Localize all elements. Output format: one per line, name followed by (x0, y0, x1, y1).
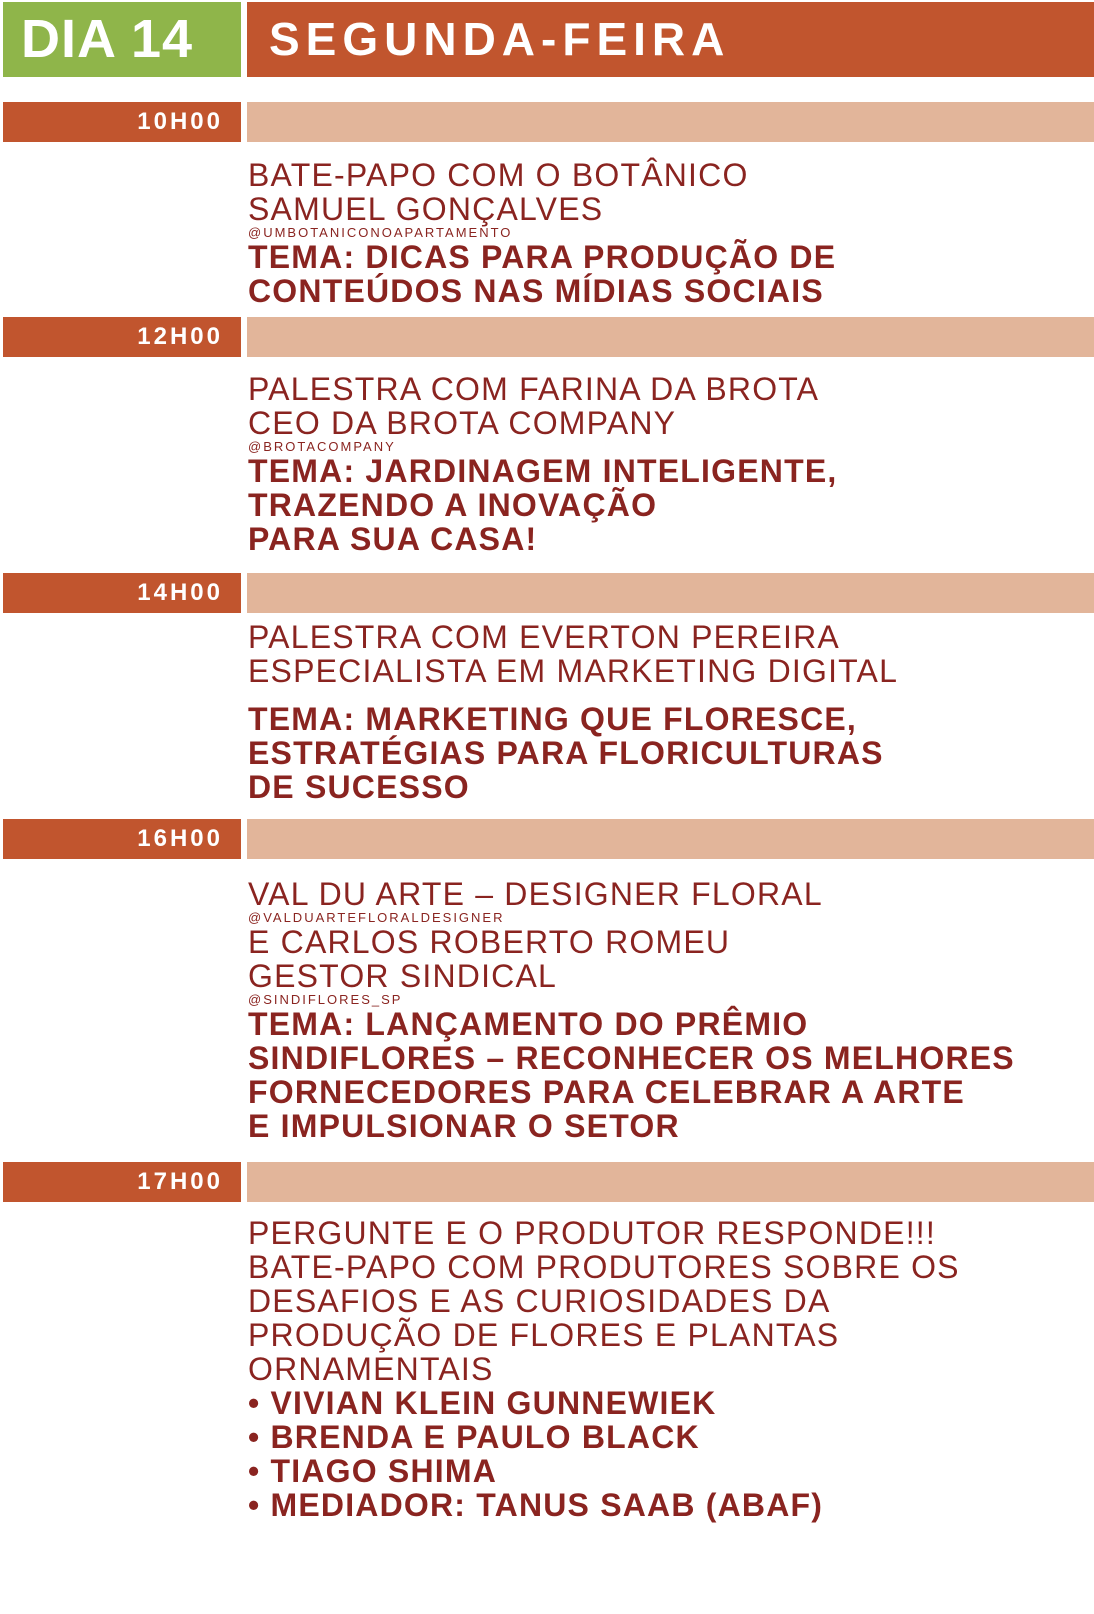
time-label-box (3, 317, 241, 357)
session-line: PALESTRA COM EVERTON PEREIRA (248, 619, 840, 655)
weekday-banner (247, 2, 1094, 77)
session-line: E CARLOS ROBERTO ROMEU (248, 924, 731, 960)
time-bar (247, 317, 1094, 357)
social-handle: @VALDUARTEFLORALDESIGNER (248, 910, 505, 925)
social-handle: @SINDIFLORES_SP (248, 992, 403, 1007)
session-line: CEO DA BROTA COMPANY (248, 405, 677, 441)
session-tema: FORNECEDORES PARA CELEBRAR A ARTE (248, 1074, 965, 1110)
time-label-box (3, 1162, 241, 1202)
session-tema: ESTRATÉGIAS PARA FLORICULTURAS (248, 735, 884, 771)
participant-bullet: • BRENDA E PAULO BLACK (248, 1419, 700, 1455)
time-label: 16H00 (137, 825, 223, 852)
time-row-16h00 (0, 819, 1094, 859)
social-handle: @BROTACOMPANY (248, 439, 396, 454)
time-label: 14H00 (137, 579, 223, 606)
session-tema: TEMA: MARKETING QUE FLORESCE, (248, 701, 858, 737)
social-handle: @UMBOTANICONOAPARTAMENTO (248, 225, 513, 240)
time-bar (247, 102, 1094, 142)
session-12h00 (248, 372, 1078, 556)
day-label: DIA 14 (21, 9, 194, 69)
session-tema: E IMPULSIONAR O SETOR (248, 1108, 680, 1144)
time-bar (247, 1162, 1094, 1202)
session-tema: TRAZENDO A INOVAÇÃO (248, 487, 658, 523)
session-14h00 (248, 620, 1078, 804)
session-line: ESPECIALISTA EM MARKETING DIGITAL (248, 653, 899, 689)
session-line: VAL DU ARTE – DESIGNER FLORAL (248, 876, 823, 912)
session-line: BATE-PAPO COM PRODUTORES SOBRE OS (248, 1249, 960, 1285)
time-row-12h00 (0, 317, 1094, 357)
time-bar (247, 573, 1094, 613)
session-line: SAMUEL GONÇALVES (248, 191, 604, 227)
time-row-10h00 (0, 102, 1094, 142)
participant-bullet: • MEDIADOR: TANUS SAAB (ABAF) (248, 1487, 824, 1523)
session-tema: TEMA: LANÇAMENTO DO PRÊMIO (248, 1006, 809, 1042)
session-line: GESTOR SINDICAL (248, 958, 558, 994)
time-label: 17H00 (137, 1168, 223, 1195)
session-10h00 (248, 158, 1078, 308)
time-row-17h00 (0, 1162, 1094, 1202)
session-line: PALESTRA COM FARINA DA BROTA (248, 371, 820, 407)
time-label-box (3, 819, 241, 859)
session-tema: TEMA: JARDINAGEM INTELIGENTE, (248, 453, 838, 489)
session-tema: TEMA: DICAS PARA PRODUÇÃO DE (248, 239, 837, 275)
session-tema: SINDIFLORES – RECONHECER OS MELHORES (248, 1040, 1015, 1076)
session-line: ORNAMENTAIS (248, 1351, 494, 1387)
time-label: 12H00 (137, 323, 223, 350)
time-label: 10H00 (137, 108, 223, 135)
session-line: BATE-PAPO COM O BOTÂNICO (248, 157, 749, 193)
time-row-14h00 (0, 573, 1094, 613)
participant-bullet: • TIAGO SHIMA (248, 1453, 498, 1489)
participant-bullet: • VIVIAN KLEIN GUNNEWIEK (248, 1385, 717, 1421)
weekday-label: SEGUNDA-FEIRA (269, 13, 731, 65)
session-17h00 (248, 1216, 1078, 1522)
time-label-box (3, 102, 241, 142)
session-tema: DE SUCESSO (248, 769, 470, 805)
day-badge (3, 2, 241, 77)
session-16h00 (248, 877, 1078, 1143)
session-line: PRODUÇÃO DE FLORES E PLANTAS (248, 1317, 840, 1353)
session-tema: PARA SUA CASA! (248, 521, 538, 557)
session-line: DESAFIOS E AS CURIOSIDADES DA (248, 1283, 831, 1319)
session-line: PERGUNTE E O PRODUTOR RESPONDE!!! (248, 1215, 936, 1251)
time-label-box (3, 573, 241, 613)
time-bar (247, 819, 1094, 859)
session-tema: CONTEÚDOS NAS MÍDIAS SOCIAIS (248, 273, 824, 309)
